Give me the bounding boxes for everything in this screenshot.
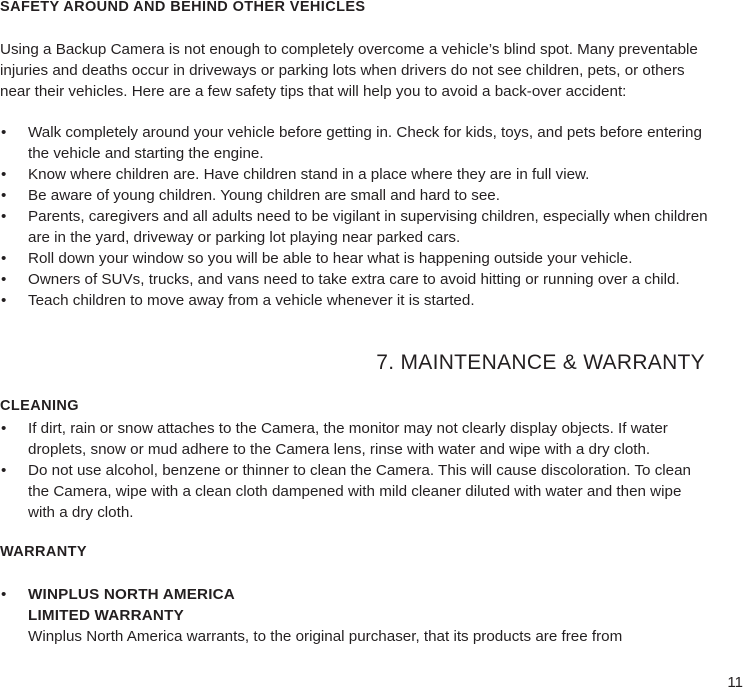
bullet-icon: • <box>1 250 7 267</box>
bullet-icon: • <box>1 166 7 183</box>
list-item <box>0 290 712 311</box>
cleaning-heading: CLEANING <box>0 398 79 414</box>
page-number: 11 <box>727 674 743 691</box>
chapter-title: 7. MAINTENANCE & WARRANTY <box>376 351 705 374</box>
bullet-icon: • <box>1 420 7 437</box>
tip-text: Be aware of young children. Young children are small and hard to see. <box>28 187 500 204</box>
warranty-subtitle: LIMITED WARRANTY <box>28 607 184 624</box>
list-item <box>0 164 712 185</box>
list-item <box>0 269 712 290</box>
list-item <box>0 122 712 164</box>
bullet-icon: • <box>1 292 7 309</box>
tip-text: Know where children are. Have children stand in a place where they are in full view. <box>28 166 590 183</box>
tip-text: Walk completely around your vehicle before getting in. Check for kids, toys, and pets before entering the vehicle and starting the engine. <box>28 124 702 162</box>
list-item <box>0 460 712 523</box>
safety-tips-list <box>0 122 712 311</box>
warranty-list <box>0 584 712 647</box>
bullet-icon: • <box>1 462 7 479</box>
warranty-heading: WARRANTY <box>0 544 87 560</box>
warranty-text: Winplus North America warrants, to the original purchaser, that its products are free from <box>28 628 623 645</box>
bullet-icon: • <box>1 586 7 603</box>
tip-text: Roll down your window so you will be able to hear what is happening outside your vehicle. <box>28 250 633 267</box>
cleaning-text: Do not use alcohol, benzene or thinner to clean the Camera. This will cause discoloration. To clean the Camera, wipe with a clean cloth dampened with mild cleaner diluted with water and then wipe with a dry cloth. <box>28 462 692 521</box>
list-item <box>0 248 712 269</box>
tip-text: Teach children to move away from a vehicle whenever it is started. <box>28 292 475 309</box>
safety-heading: SAFETY AROUND AND BEHIND OTHER VEHICLES <box>0 0 366 15</box>
warranty-company: WINPLUS NORTH AMERICA <box>28 586 235 603</box>
bullet-icon: • <box>1 124 7 141</box>
cleaning-list <box>0 418 712 523</box>
bullet-icon: • <box>1 187 7 204</box>
list-item <box>0 584 712 647</box>
list-item <box>0 418 712 460</box>
list-item <box>0 206 712 248</box>
tip-text: Parents, caregivers and all adults need to be vigilant in supervising children, especially when children are in the yard, driveway or parking lot playing near parked cars. <box>28 208 708 246</box>
bullet-icon: • <box>1 208 7 225</box>
list-item <box>0 185 712 206</box>
cleaning-text: If dirt, rain or snow attaches to the Camera, the monitor may not clearly display objects. If water droplets, snow or mud adhere to the Camera lens, rinse with water and wipe with a dry cloth. <box>28 420 668 458</box>
bullet-icon: • <box>1 271 7 288</box>
tip-text: Owners of SUVs, trucks, and vans need to take extra care to avoid hitting or running over a child. <box>28 271 680 288</box>
safety-intro: Using a Backup Camera is not enough to completely overcome a vehicle’s blind spot. Many preventable injuries and deaths occur in driveways or parking lots when drivers do not see children, pets, or others near their vehicles. Here are a few safety tips that will help you to avoid a back-over accident: <box>0 41 698 100</box>
